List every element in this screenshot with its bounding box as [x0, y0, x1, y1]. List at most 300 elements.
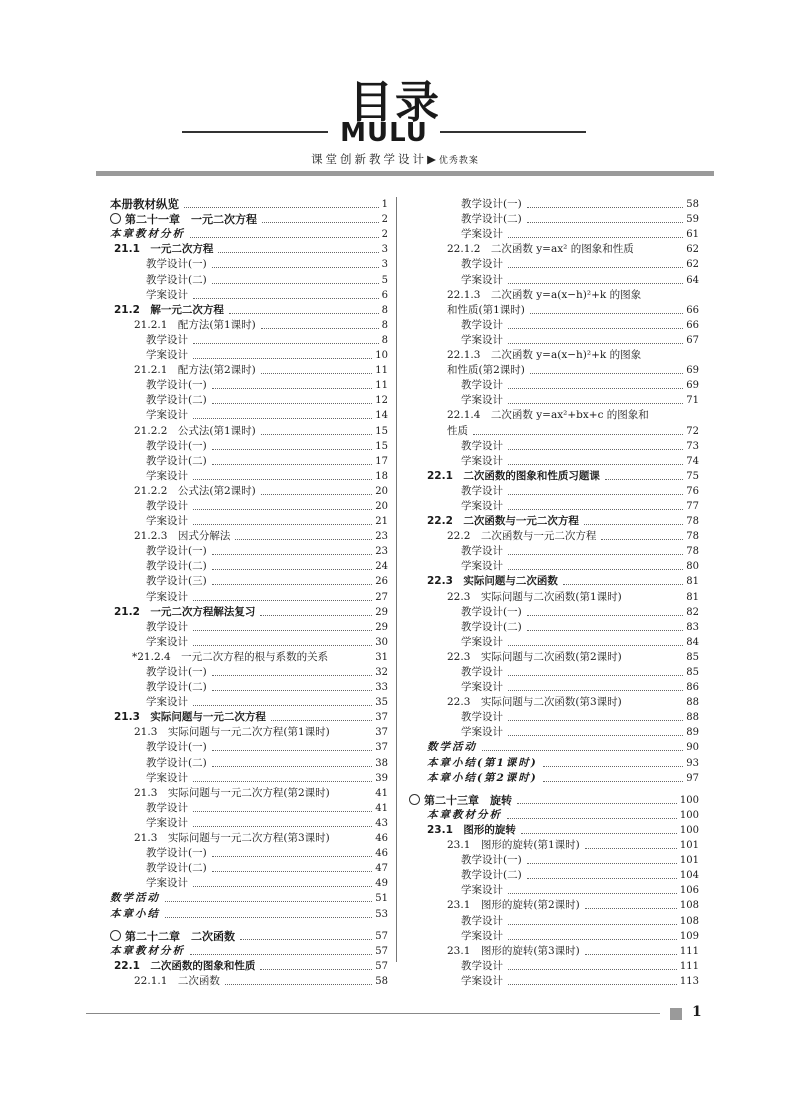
toc-entry-page: 108: [679, 915, 699, 927]
toc-entry-title: 教学设计(一): [146, 847, 207, 860]
dot-leader: [543, 781, 684, 782]
toc-entry-title: 教学设计(一): [146, 258, 207, 271]
dot-leader: [229, 313, 379, 314]
toc-entry-page: 29: [375, 606, 388, 618]
dot-leader: [508, 939, 677, 940]
toc-entry-title: 数学活动: [427, 741, 477, 754]
toc-entry[interactable]: [110, 680, 388, 695]
toc-entry-title: 学案设计: [146, 409, 188, 422]
toc-entry[interactable]: [405, 454, 699, 469]
dot-leader: [508, 554, 683, 555]
dot-leader: [527, 222, 684, 223]
toc-entry-title: 学案设计: [146, 816, 188, 829]
toc-entry[interactable]: [405, 808, 699, 823]
toc-entry-page: 74: [686, 455, 699, 467]
toc-entry[interactable]: [110, 710, 388, 725]
toc-entry-page: 83: [686, 621, 699, 633]
toc-entry[interactable]: [405, 197, 699, 212]
toc-entry-page: 111: [679, 960, 699, 972]
toc-entry-page: 35: [375, 697, 388, 709]
toc-entry-title: 教学设计: [146, 333, 188, 346]
toc-entry-page: 78: [686, 546, 699, 558]
toc-entry[interactable]: [110, 891, 388, 906]
toc-entry-title: 教学设计(二): [146, 394, 207, 407]
toc-entry[interactable]: [110, 303, 388, 318]
toc-entry-page: 29: [375, 621, 388, 633]
toc-entry-title: 教学设计(二): [461, 620, 522, 633]
toc-entry[interactable]: [110, 484, 388, 499]
toc-entry[interactable]: [110, 755, 388, 770]
toc-entry-page: 58: [375, 975, 388, 987]
toc-entry-page: 1: [381, 199, 388, 211]
toc-entry[interactable]: [405, 439, 699, 454]
dot-leader: [212, 750, 373, 751]
subtitle-rule-right: [440, 131, 586, 133]
toc-entry[interactable]: [405, 853, 699, 868]
toc-entry-page: 53: [375, 908, 388, 920]
toc-entry-page: 81: [686, 576, 699, 588]
toc-entry-title: 教学设计(一): [146, 545, 207, 558]
toc-entry[interactable]: [405, 665, 699, 680]
toc-entry[interactable]: [110, 650, 388, 665]
toc-entry-page: 66: [686, 319, 699, 331]
toc-entry[interactable]: [110, 816, 388, 831]
toc-entry-title: 学案设计: [146, 515, 188, 528]
toc-entry-title: 学案设计: [461, 333, 503, 346]
dot-leader: [218, 252, 378, 253]
toc-entry[interactable]: [405, 212, 699, 227]
toc-entry[interactable]: [110, 544, 388, 559]
toc-entry-title: 学案设计: [461, 929, 503, 942]
dot-leader: [507, 818, 677, 819]
toc-entry[interactable]: [405, 823, 699, 838]
toc-entry[interactable]: [405, 605, 699, 620]
dot-leader: [508, 720, 683, 721]
toc-entry-title: 21.2 解一元二次方程: [114, 303, 224, 316]
toc-entry[interactable]: [405, 257, 699, 272]
dot-leader: [508, 924, 677, 925]
chapter-title-wrap: [409, 793, 512, 808]
toc-entry-page: 100: [679, 824, 699, 836]
dot-leader: [212, 871, 373, 872]
toc-entry[interactable]: [405, 288, 699, 303]
toc-entry-title: 22.3 实际问题与二次函数(第1课时): [447, 590, 622, 603]
toc-entry-page: 93: [686, 757, 699, 769]
toc-entry[interactable]: [110, 831, 388, 846]
toc-entry-page: 67: [686, 334, 699, 346]
toc-entry[interactable]: [405, 740, 699, 755]
toc-entry-page: 6: [381, 289, 388, 301]
toc-entry[interactable]: [405, 408, 699, 423]
toc-entry[interactable]: [110, 257, 388, 272]
toc-entry[interactable]: [405, 348, 699, 363]
toc-entry[interactable]: [405, 793, 699, 808]
toc-entry[interactable]: [110, 665, 388, 680]
toc-entry-title: 第二十三章 旋转: [424, 793, 512, 807]
dot-leader: [193, 600, 372, 601]
dot-leader: [193, 781, 372, 782]
toc-entry[interactable]: [110, 469, 388, 484]
toc-entry[interactable]: [405, 913, 699, 928]
toc-entry[interactable]: [110, 740, 388, 755]
toc-entry-title: 22.1.3 二次函数 y=a(x−h)²+k 的图象: [447, 349, 642, 362]
toc-entry[interactable]: [405, 544, 699, 559]
toc-entry-page: 89: [686, 727, 699, 739]
toc-entry-title: 教学设计: [146, 620, 188, 633]
toc-entry[interactable]: [110, 725, 388, 740]
toc-entry-title: 教学设计: [146, 499, 188, 512]
toc-entry-title: 本章教材分析: [110, 944, 185, 957]
toc-entry[interactable]: [110, 423, 388, 438]
toc-entry[interactable]: [405, 944, 699, 959]
toc-entry-page: 8: [381, 304, 388, 316]
toc-entry-page: 2: [381, 229, 388, 241]
toc-entry[interactable]: [110, 197, 388, 212]
subtitle-row: [182, 118, 586, 146]
toc-entry[interactable]: [405, 272, 699, 287]
toc-entry-title: 21.3 实际问题与一元二次方程(第1课时): [134, 726, 330, 739]
toc-entry-page: 24: [375, 561, 388, 573]
toc-entry[interactable]: [405, 333, 699, 348]
circle-bullet-icon: [110, 213, 121, 224]
slogan-arrow-icon: ▶: [427, 152, 439, 166]
toc-entry-page: 15: [375, 440, 388, 452]
toc-entry[interactable]: [405, 378, 699, 393]
toc-entry-title: 本册教材纵览: [110, 197, 179, 212]
toc-entry-page: 39: [375, 772, 388, 784]
dot-leader: [262, 222, 379, 223]
toc-entry[interactable]: [405, 393, 699, 408]
slogan-small: 优秀教案: [438, 156, 479, 166]
toc-entry-title: 教学设计(二): [146, 862, 207, 875]
dot-leader: [190, 237, 379, 238]
toc-entry[interactable]: [110, 242, 388, 257]
toc-entry[interactable]: [405, 710, 699, 725]
chapter-title-wrap: [110, 929, 235, 944]
toc-entry[interactable]: [405, 883, 699, 898]
toc-entry[interactable]: [110, 959, 388, 974]
dot-leader: [261, 373, 372, 374]
dot-leader: [508, 328, 683, 329]
toc-entry[interactable]: [110, 846, 388, 861]
toc-entry-page: 85: [686, 667, 699, 678]
toc-entry-title: 学案设计: [146, 349, 188, 362]
toc-entry-page: 90: [686, 742, 699, 754]
toc-entry[interactable]: [110, 771, 388, 786]
toc-entry[interactable]: [405, 868, 699, 883]
toc-entry-page: 2: [381, 214, 388, 226]
toc-entry-title: 学案设计: [461, 560, 503, 573]
dot-leader: [261, 494, 372, 495]
toc-entry-page: 80: [686, 561, 699, 573]
dot-leader: [193, 418, 372, 419]
page-title: 目录: [349, 77, 441, 128]
toc-entry[interactable]: [110, 363, 388, 378]
toc-entry[interactable]: [110, 786, 388, 801]
toc-entry[interactable]: [110, 605, 388, 620]
toc-entry-page: 20: [375, 500, 388, 512]
page-header: [0, 0, 790, 180]
dot-leader: [527, 207, 684, 208]
toc-entry[interactable]: [405, 529, 699, 544]
footer-square: [670, 1008, 682, 1020]
toc-entry-title: 教学设计(二): [461, 213, 522, 226]
toc-entry-page: 84: [686, 636, 699, 648]
toc-entry[interactable]: [405, 242, 699, 257]
dot-leader: [508, 267, 683, 268]
dot-leader: [585, 908, 677, 909]
toc-entry-title: 教学设计: [461, 379, 503, 392]
toc-entry-title: 学案设计: [461, 499, 503, 512]
toc-entry[interactable]: [405, 929, 699, 944]
dot-leader: [240, 939, 372, 940]
toc-entry-title: 学案设计: [461, 273, 503, 286]
toc-entry-page: 106: [679, 885, 699, 897]
toc-entry-page: 26: [375, 576, 388, 588]
toc-entry-page: 101: [679, 855, 699, 867]
dot-leader: [517, 803, 677, 804]
dot-leader: [271, 720, 372, 721]
toc-entry[interactable]: [405, 838, 699, 853]
toc-entry-title: 22.2 二次函数与一元二次方程: [447, 530, 597, 543]
toc-entry-title: 教学设计(三): [146, 575, 207, 588]
toc-entry[interactable]: [110, 944, 388, 959]
toc-entry-page: 88: [686, 712, 699, 724]
toc-entry[interactable]: [110, 559, 388, 574]
dot-leader: [212, 403, 373, 404]
toc-entry[interactable]: [110, 378, 388, 393]
toc-entry[interactable]: [110, 574, 388, 589]
toc-entry-title: 学案设计: [461, 884, 503, 897]
toc-entry-title: 教学设计(二): [146, 454, 207, 467]
toc-entry-page: 15: [375, 425, 388, 437]
toc-entry[interactable]: [110, 333, 388, 348]
toc-entry[interactable]: [110, 318, 388, 333]
dot-leader: [193, 358, 372, 359]
toc-entry-title: 学案设计: [461, 394, 503, 407]
toc-entry[interactable]: [110, 212, 388, 227]
toc-entry[interactable]: [110, 620, 388, 635]
toc-entry-page: 37: [375, 742, 388, 754]
toc-entry[interactable]: [405, 363, 699, 378]
dot-leader: [508, 403, 683, 404]
toc-entry-title: 学案设计: [461, 454, 503, 467]
toc-entry-title: 本章小结: [110, 907, 160, 920]
toc-entry[interactable]: [405, 974, 699, 989]
toc-entry[interactable]: [110, 861, 388, 876]
toc-entry-title: 教学设计: [461, 914, 503, 927]
dot-leader: [508, 494, 683, 495]
toc-entry-page: 82: [686, 606, 699, 618]
toc-entry-page: 37: [375, 712, 388, 724]
toc-entry-title: 21.2.3 因式分解法: [134, 530, 231, 543]
toc-entry[interactable]: [110, 288, 388, 303]
toc-entry[interactable]: [405, 484, 699, 499]
dot-leader: [543, 766, 684, 767]
toc-entry-title: 22.3 实际问题与二次函数(第3课时): [447, 696, 622, 709]
chapter-title-wrap: [110, 212, 257, 227]
toc-entry-title: 本章小结(第2课时): [427, 771, 538, 784]
toc-entry[interactable]: [110, 227, 388, 242]
toc-entry[interactable]: [405, 514, 699, 529]
toc-entry[interactable]: [110, 929, 388, 944]
toc-entry[interactable]: [110, 589, 388, 604]
toc-entry[interactable]: [405, 898, 699, 913]
toc-entry[interactable]: [110, 635, 388, 650]
toc-entry[interactable]: [110, 439, 388, 454]
toc-entry-page: 57: [375, 960, 388, 972]
toc-entry-title: 教学设计(一): [146, 439, 207, 452]
toc-entry-title: 第二十二章 二次函数: [125, 929, 235, 943]
toc-entry[interactable]: [405, 318, 699, 333]
dot-leader: [585, 954, 677, 955]
toc-entry-page: 62: [686, 244, 699, 256]
toc-entry[interactable]: [110, 272, 388, 287]
toc-entry-title: 和性质(第2课时): [447, 364, 525, 377]
toc-entry[interactable]: [405, 559, 699, 574]
dot-leader: [530, 373, 683, 374]
toc-entry[interactable]: [405, 620, 699, 635]
toc-entry[interactable]: [110, 801, 388, 816]
dot-leader: [212, 554, 373, 555]
toc-entry[interactable]: [405, 695, 699, 710]
toc-entry-page: 62: [686, 259, 699, 271]
toc-entry[interactable]: [405, 725, 699, 740]
toc-entry-page: 18: [375, 470, 388, 482]
dot-leader: [482, 750, 683, 751]
page-number: 1: [692, 1004, 702, 1020]
dot-leader: [193, 630, 372, 631]
toc-entry-page: 59: [686, 214, 699, 226]
toc-entry[interactable]: [110, 876, 388, 891]
toc-entry[interactable]: [405, 499, 699, 514]
toc-entry-page: 46: [375, 833, 388, 845]
toc-entry-title: 22.3 实际问题与二次函数(第2课时): [447, 650, 622, 663]
toc-entry[interactable]: [405, 650, 699, 665]
toc-entry[interactable]: [405, 680, 699, 695]
toc-entry-title: 教学设计: [461, 258, 503, 271]
toc-entry-title: 教学设计: [461, 545, 503, 558]
dot-leader: [190, 954, 372, 955]
toc-entry-title: 23.1 图形的旋转(第2课时): [447, 899, 580, 912]
toc-entry-page: 108: [679, 900, 699, 912]
dot-leader: [193, 479, 372, 480]
toc-entry[interactable]: [110, 514, 388, 529]
dot-leader: [527, 615, 684, 616]
toc-entry-title: 23.1 图形的旋转(第1课时): [447, 839, 580, 852]
toc-entry[interactable]: [110, 695, 388, 710]
toc-entry-page: 85: [686, 651, 699, 663]
toc-entry[interactable]: [110, 393, 388, 408]
toc-entry-title: 学案设计: [146, 635, 188, 648]
dot-leader: [225, 984, 372, 985]
toc-entry-title: 教学设计: [461, 318, 503, 331]
toc-entry-page: 17: [375, 455, 388, 467]
dot-leader: [521, 833, 677, 834]
dot-leader: [527, 863, 677, 864]
toc-entry[interactable]: [405, 423, 699, 438]
toc-entry[interactable]: [110, 454, 388, 469]
dot-leader: [508, 509, 683, 510]
toc-entry-title: 本章教材分析: [427, 808, 502, 821]
toc-entry[interactable]: [405, 589, 699, 604]
dot-leader: [193, 645, 372, 646]
toc-entry-page: 14: [375, 410, 388, 422]
dot-leader: [165, 917, 372, 918]
toc-entry-page: 72: [686, 425, 699, 437]
toc-entry-page: 61: [686, 229, 699, 241]
column-divider: [396, 197, 397, 962]
toc-entry-page: 76: [686, 485, 699, 497]
toc-entry-title: 教学设计(二): [146, 560, 207, 573]
toc-entry-title: 学案设计: [461, 228, 503, 241]
toc-entry-title: 21.2 一元二次方程解法复习: [114, 605, 256, 618]
toc-entry-page: 5: [381, 274, 388, 286]
toc-entry-title: 21.1 一元二次方程: [114, 243, 214, 256]
toc-entry-title: 22.2 二次函数与一元二次方程: [427, 515, 579, 528]
toc-entry-title: 学案设计: [146, 469, 188, 482]
dot-leader: [212, 584, 373, 585]
toc-entry-title: 学案设计: [146, 771, 188, 784]
toc-entry-page: 32: [375, 667, 388, 678]
toc-entry-title: 21.3 实际问题与一元二次方程: [114, 711, 266, 724]
toc-entry-page: 41: [375, 802, 388, 814]
toc-entry-title: 学案设计: [461, 681, 503, 694]
dot-leader: [212, 464, 373, 465]
toc-entry[interactable]: [110, 499, 388, 514]
toc-entry[interactable]: [405, 574, 699, 589]
toc-entry[interactable]: [110, 974, 388, 989]
dot-leader: [212, 569, 373, 570]
toc-entry[interactable]: [405, 303, 699, 318]
toc-entry-page: 31: [375, 651, 388, 663]
toc-entry-title: 教学设计: [461, 959, 503, 972]
toc-entry-page: 66: [686, 304, 699, 316]
toc-entry-page: 113: [679, 975, 699, 987]
toc-entry[interactable]: [405, 959, 699, 974]
toc-entry-page: 78: [686, 516, 699, 528]
toc-entry[interactable]: [405, 755, 699, 770]
series-slogan: [0, 151, 790, 167]
toc-entry-title: 22.1.3 二次函数 y=a(x−h)²+k 的图象: [447, 288, 642, 301]
toc-entry-title: 教学设计(二): [146, 681, 207, 694]
toc-entry-page: 100: [679, 794, 699, 806]
toc-entry[interactable]: [110, 408, 388, 423]
toc-entry[interactable]: [110, 906, 388, 921]
toc-entry-title: 教学设计(一): [146, 379, 207, 392]
dot-leader: [212, 856, 373, 857]
dot-leader: [527, 878, 677, 879]
toc-right-column: [405, 197, 699, 989]
toc-entry[interactable]: [405, 771, 699, 786]
toc-entry-page: 69: [686, 380, 699, 392]
toc-entry-title: 22.1 二次函数的图象和性质: [114, 959, 256, 972]
toc-entry[interactable]: [405, 469, 699, 484]
toc-entry-page: 81: [686, 591, 699, 603]
toc-entry-title: 教学设计(二): [461, 869, 522, 882]
footer-rule: [86, 1013, 660, 1014]
toc-entry[interactable]: [405, 635, 699, 650]
toc-entry-page: 27: [375, 591, 388, 603]
toc-entry-page: 97: [686, 772, 699, 784]
toc-entry[interactable]: [405, 227, 699, 242]
toc-entry[interactable]: [110, 529, 388, 544]
toc-entry-page: 33: [375, 682, 388, 694]
toc-entry-title: 数学活动: [110, 892, 160, 905]
toc-entry-page: 75: [686, 470, 699, 482]
toc-entry[interactable]: [110, 348, 388, 363]
dot-leader: [508, 645, 683, 646]
